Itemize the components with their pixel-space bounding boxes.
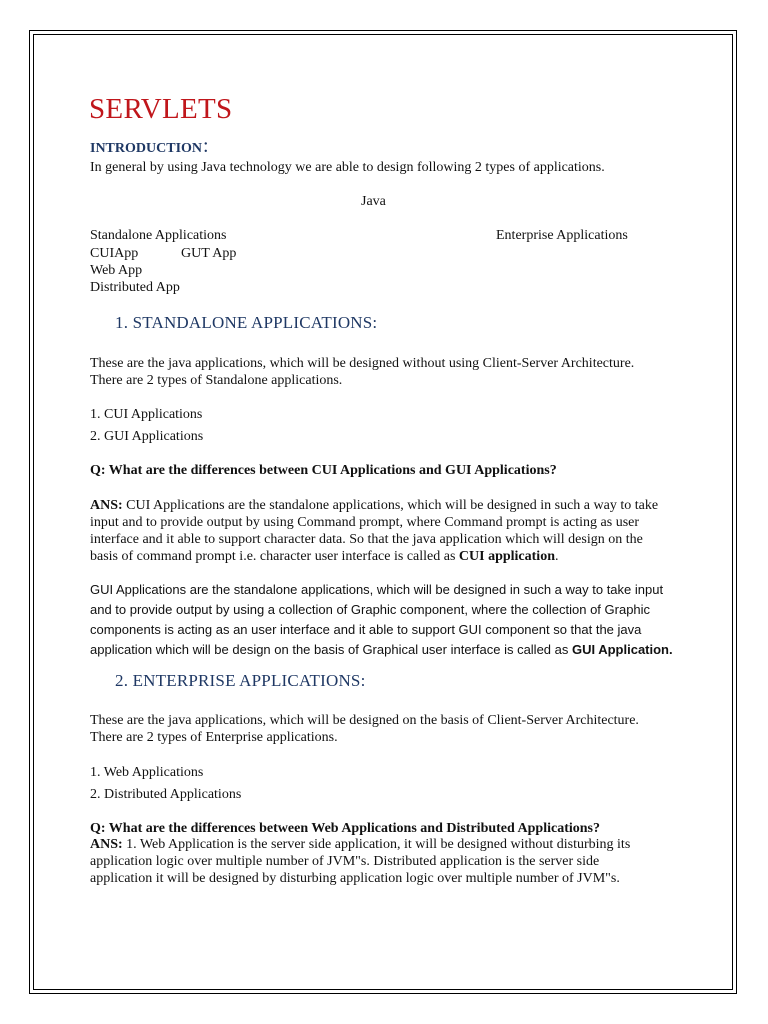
tree-web-app: Web App	[90, 263, 143, 278]
answer-web-distributed	[90, 836, 630, 887]
question-cui-gui: Q: What are the differences between CUI Applications and GUI Applications?	[90, 463, 557, 478]
answer-cui	[90, 497, 658, 565]
gui-text: application which will be design on the basis of Graphical user interface is called as	[90, 642, 572, 657]
paragraph-line: These are the java applications, which will be designed without using Client-Server Architecture.	[90, 356, 635, 371]
answer-line: input and to provide output by using Command prompt, where Command prompt is acting as user	[90, 515, 640, 530]
gui-line: GUI Applications are the standalone applications, which will be designed in such a way to take input	[90, 582, 664, 597]
document-title: SERVLETS	[89, 93, 233, 125]
answer-line	[90, 497, 658, 514]
answer-line	[90, 548, 658, 565]
tree-root-java: Java	[361, 194, 386, 209]
answer-bold-term: CUI application	[458, 549, 555, 564]
answer-label: ANS:	[90, 837, 123, 852]
answer-text: basis of command prompt i.e. character user interface is called as	[90, 549, 459, 564]
enterprise-paragraph	[90, 712, 639, 746]
paragraph-line: These are the java applications, which will be designed on the basis of Client-Server Architecture.	[90, 713, 639, 728]
answer-line	[90, 836, 630, 853]
question-web-distributed: Q: What are the differences between Web Applications and Distributed Applications?	[90, 821, 600, 836]
section-heading-standalone: 1. STANDALONE APPLICATIONS:	[115, 313, 378, 332]
gui-line	[90, 640, 673, 660]
answer-line: interface and it able to support character data. So that the java application which will design on the	[90, 532, 643, 547]
answer-text: CUI Applications are the standalone applications, which will be designed in such a way to take	[122, 498, 659, 513]
answer-line: application logic over multiple number of JVM"s. Distributed application is the server side	[90, 854, 600, 869]
list-item-web: 1. Web Applications	[90, 765, 204, 780]
answer-period: .	[554, 549, 559, 564]
intro-heading	[90, 135, 209, 158]
tree-cui-app: CUIApp	[90, 246, 139, 261]
list-item-gui: 2. GUI Applications	[90, 429, 204, 444]
list-item-cui: 1. CUI Applications	[90, 407, 203, 422]
intro-text: In general by using Java technology we are able to design following 2 types of applications.	[90, 160, 605, 175]
section-heading-enterprise: 2. ENTERPRISE APPLICATIONS:	[115, 671, 366, 690]
intro-colon: :	[203, 135, 209, 157]
answer-line: application it will be designed by disturbing application logic over multiple number of JVM"s.	[90, 871, 620, 886]
tree-enterprise: Enterprise Applications	[496, 228, 628, 243]
answer-label: ANS:	[90, 498, 123, 513]
intro-label: INTRODUCTION	[90, 141, 203, 156]
standalone-paragraph	[90, 355, 634, 389]
tree-standalone: Standalone Applications	[90, 228, 227, 243]
paragraph-line: There are 2 types of Standalone applications.	[90, 373, 343, 388]
gui-paragraph	[90, 580, 673, 660]
paragraph-line: There are 2 types of Enterprise applications.	[90, 730, 338, 745]
tree-gut-app: GUT App	[181, 246, 237, 261]
tree-distributed-app: Distributed App	[90, 280, 180, 295]
gui-line: components is acting as an user interface and it able to support GUI component so that the java	[90, 622, 642, 637]
answer-text: 1. Web Application is the server side application, it will be designed without disturbing its	[122, 837, 631, 852]
gui-line: and to provide output by using a collection of Graphic component, where the collection of Graphic	[90, 602, 651, 617]
gui-bold-term: GUI Application.	[571, 642, 673, 657]
list-item-distributed: 2. Distributed Applications	[90, 787, 242, 802]
